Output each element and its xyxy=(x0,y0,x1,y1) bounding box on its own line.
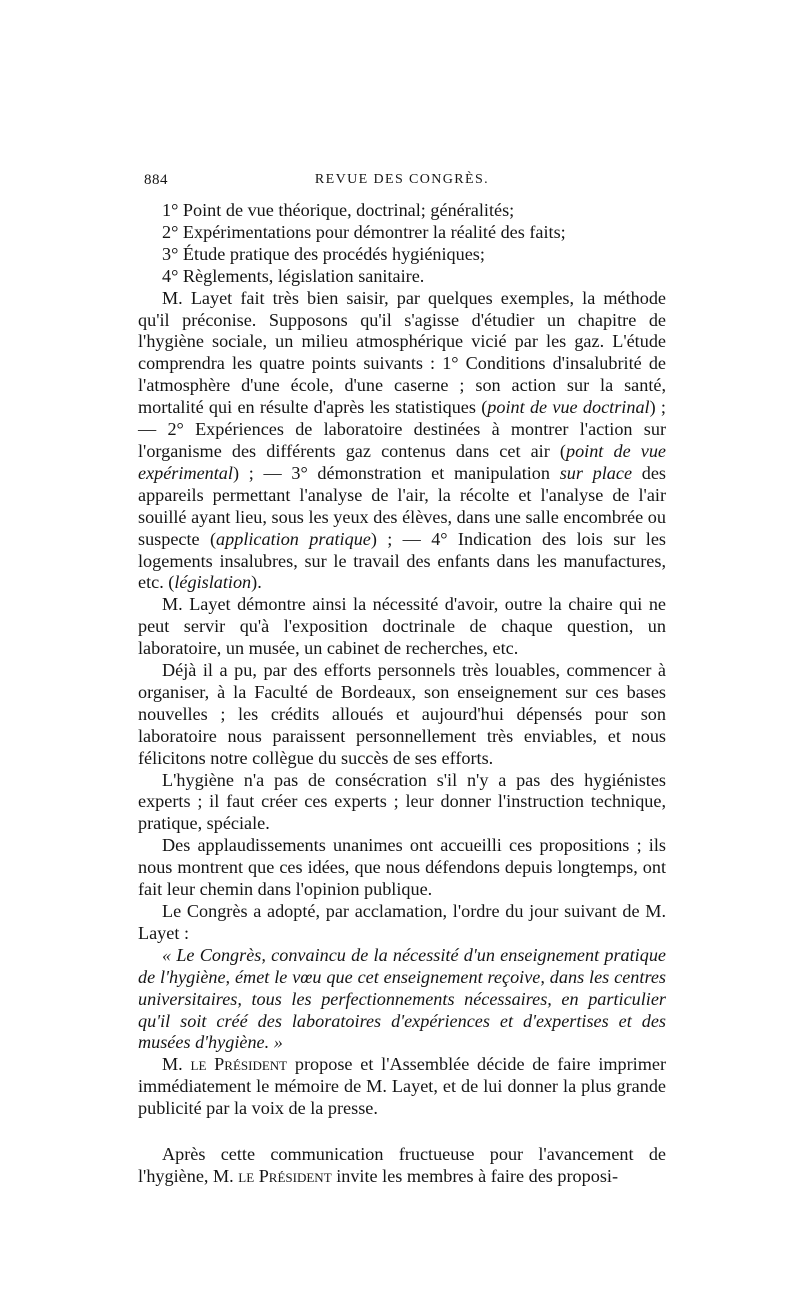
section-gap xyxy=(138,1120,666,1144)
list-item: 3° Étude pratique des procédés hygiéniques; xyxy=(162,243,485,264)
running-title: REVUE DES CONGRÈS. xyxy=(314,172,490,187)
list-item: 2° Expérimentations pour démontrer la réalité des faits; xyxy=(162,221,566,242)
paragraph-necessity: M. Layet démontre ainsi la nécessité d'avoir, outre la chaire qui ne peut servir qu'à l'exposition doctrinale de chaque question, un laboratoire, un musée, un cabinet de recherches, etc. xyxy=(138,594,666,659)
paragraph-after-communication: Après cette communication fructueuse pour l'avancement de l'hygiène, M. le Président invite les membres à faire des proposi- xyxy=(138,1144,666,1186)
resolution-quote: « Le Congrès, convaincu de la nécessité d'un enseignement pratique de l'hygiène, émet le vœu que cet enseignement reçoive, dans les centres universitaires, tous les perfectionnements nécessaires, en particulier qu'il soit créé des laboratoires d'expériences et d'expertises et des musées d'hygiène. » xyxy=(138,944,666,1053)
page-number: 884 xyxy=(144,172,168,188)
list-item: 1° Point de vue théorique, doctrinal; généralités; xyxy=(162,200,515,220)
body-text xyxy=(138,200,666,1188)
paragraph-applause: Des applaudissements unanimes ont accueilli ces propositions ; ils nous montrent que ces idées, que nous défendons depuis longtemps, ont fait leur chemin dans l'opinion publique. xyxy=(138,835,666,900)
paragraph-bordeaux: Déjà il a pu, par des efforts personnels très louables, commencer à organiser, à la Faculté de Bordeaux, son enseignement sur ces bases nouvelles ; les crédits alloués et aujourd'hui dépensés pour son laboratoire nous paraissent personnellement très enviables, et nous félicitons notre collègue du succès de ses efforts. xyxy=(138,660,666,768)
paragraph-order-of-day: Le Congrès a adopté, par acclamation, l'ordre du jour suivant de M. Layet : xyxy=(138,901,666,943)
list-item: 4° Règlements, législation sanitaire. xyxy=(162,265,425,286)
paragraph-method: M. Layet fait très bien saisir, par quelques exemples, la méthode qu'il préconise. Supposons qu'il s'agisse d'étudier un chapitre de l'hygiène sociale, un milieu atmosphérique vicié par les gaz. L'étude comprendra les quatre points suivants : 1° Conditions d'insalubrité de l'atmosphère d'une école, d'une caserne ; son action sur la santé, mortalité qui en résulte d'après les statistiques (point de vue doctrinal) ; — 2° Expériences de laboratoire destinées à montrer l'action sur l'organisme des différents gaz contenus dans cet air (point de vue expérimental) ; — 3° démonstration et manipulation sur place des appareils permettant l'analyse de l'air, la récolte et l'analyse de l'air souillé ayant lieu, sous les yeux des élèves, dans une salle encombrée ou suspecte (application pratique) ; — 4° Indication des lois sur les logements insalubres, sur le travail des enfants dans les manufactures, etc. (législation). xyxy=(138,287,667,593)
paragraph-president: M. le Président propose et l'Assemblée décide de faire imprimer immédiatement le mémoire de M. Layet, et de lui donner la plus grande publicité par la voix de la presse. xyxy=(138,1054,666,1119)
page-header xyxy=(138,172,666,194)
paragraph-experts: L'hygiène n'a pas de consécration s'il n'y a pas des hygiénistes experts ; il faut créer ces experts ; leur donner l'instruction technique, pratique, spéciale. xyxy=(138,769,666,834)
